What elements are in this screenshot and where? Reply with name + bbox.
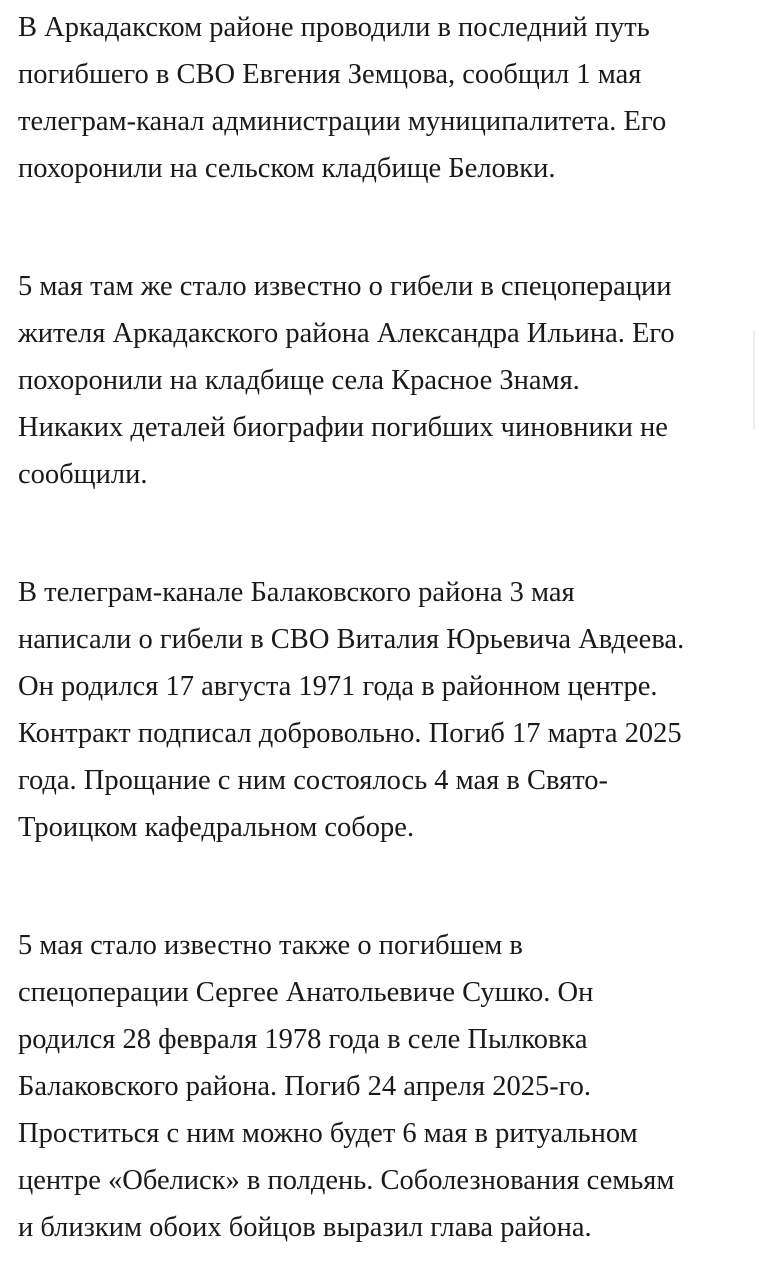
- text-line: года. Прощание с ним состоялось 4 мая в Свято-: [18, 765, 609, 796]
- text-line: Балаковского района. Погиб 24 апреля 2025-го.: [18, 1071, 592, 1102]
- paragraph-1: [18, 4, 753, 192]
- text-line: написали о гибели в СВО Виталия Юрьевича Авдеева.: [18, 624, 685, 655]
- scrollbar-thumb[interactable]: [753, 330, 755, 430]
- text-line: похоронили на сельском кладбище Беловки.: [18, 153, 556, 184]
- text-line: сообщили.: [18, 459, 148, 490]
- text-line: Он родился 17 августа 1971 года в районном центре.: [18, 671, 658, 702]
- paragraph-3: [18, 569, 753, 851]
- text-line: 5 мая стало известно также о погибшем в: [18, 930, 523, 961]
- paragraph-gap: [18, 192, 753, 263]
- text-line: 5 мая там же стало известно о гибели в спецоперации: [18, 271, 672, 302]
- paragraph-2: [18, 263, 753, 498]
- text-line: В Аркадакском районе проводили в последний путь: [18, 12, 650, 43]
- text-line: и близким обоих бойцов выразил глава района.: [18, 1212, 592, 1243]
- paragraph-4: [18, 922, 753, 1251]
- text-line: Никаких деталей биографии погибших чиновники не: [18, 412, 668, 443]
- text-line: Проститься с ним можно будет 6 мая в ритуальном: [18, 1118, 638, 1149]
- article-body: [18, 4, 753, 1251]
- text-line: Контракт подписал добровольно. Погиб 17 марта 2025: [18, 718, 682, 749]
- text-line: телеграм-канал администрации муниципалитета. Его: [18, 106, 667, 137]
- text-line: погибшего в СВО Евгения Земцова, сообщил 1 мая: [18, 59, 642, 90]
- text-line: Троицком кафедральном соборе.: [18, 812, 415, 843]
- text-line: В телеграм-канале Балаковского района 3 мая: [18, 577, 575, 608]
- text-line: жителя Аркадакского района Александра Ильина. Его: [18, 318, 675, 349]
- text-line: центре «Обелиск» в полдень. Соболезнования семьям: [18, 1165, 675, 1196]
- text-line: родился 28 февраля 1978 года в селе Пылковка: [18, 1024, 588, 1055]
- text-line: спецоперации Сергее Анатольевиче Сушко. Он: [18, 977, 594, 1008]
- paragraph-gap: [18, 498, 753, 569]
- text-line: похоронили на кладбище села Красное Знамя.: [18, 365, 580, 396]
- paragraph-gap: [18, 851, 753, 922]
